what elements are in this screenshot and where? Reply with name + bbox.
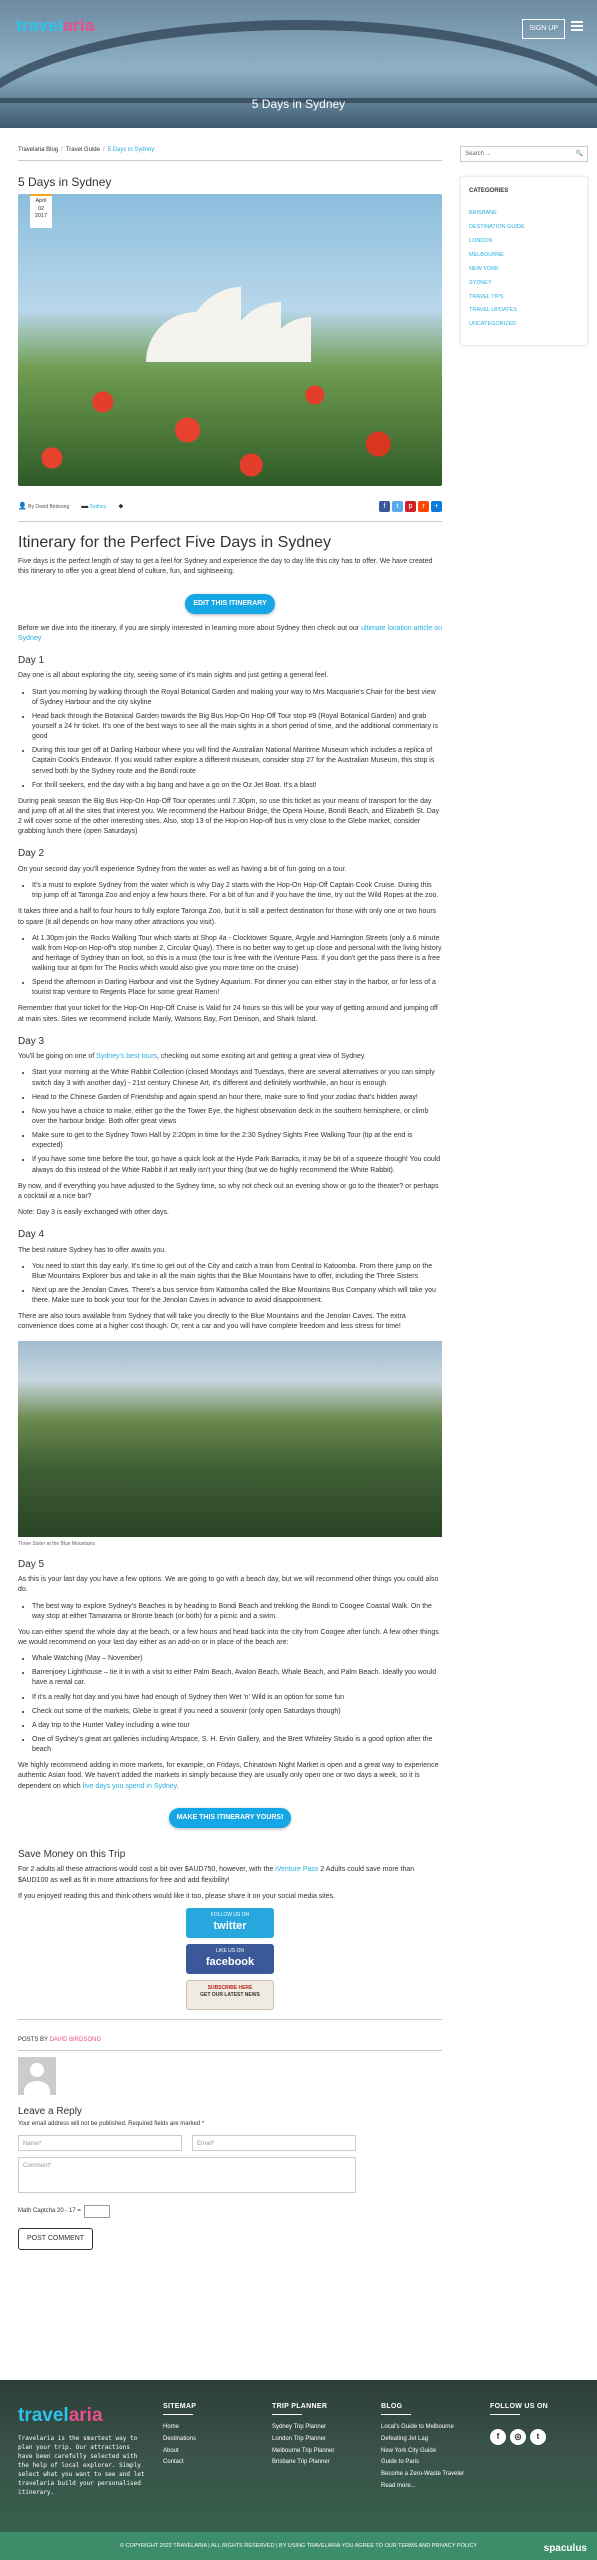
required-note: Your email address will not be published. Required fields are marked * — [18, 2120, 205, 2127]
red-flowers — [18, 346, 442, 486]
hamburger-menu-icon[interactable] — [571, 21, 583, 33]
spaculus-logo[interactable]: spaculus — [543, 2542, 587, 2554]
footer-link[interactable]: Guide to Paris — [381, 2459, 420, 2466]
comment-section — [18, 2036, 442, 2250]
list-item: • Next up are the Jenolan Caves. There's a bus service from Katoomba called the Blue Mountains Bus Company which will take you there. Make sure to book your tour for the Jenolan Caves in advance to avoid disappointment. — [32, 1286, 442, 1306]
list-item: • During this tour get off at Darling Harbour where you will find the Australian National Maritime Museum which includes a replica of Captain Cook's Endeavor. If you would rather explore a different museum, consider stop 27 for the Australian Museum, this stop is served both by the Sydney route and the Bondi route — [32, 746, 442, 776]
twitter-follow-card[interactable]: FOLLOW US ON twitter — [186, 1908, 274, 1938]
footer-blog: BLOG Local's Guide to Melbourne Defeating Jet Lag New York City Guide Guide to Paris Become a Zero-Waste Traveler Read more... — [381, 2403, 465, 2489]
category-link[interactable]: SYDNEY — [469, 279, 492, 286]
save-heading: Save Money on this Trip — [18, 1848, 126, 1860]
category-link[interactable]: UNCATEGORIZED — [469, 321, 517, 328]
user-icon: 👤 — [18, 502, 27, 510]
name-field[interactable]: Name* — [18, 2135, 182, 2151]
subscribe-card[interactable]: SUBSCRIBE HERE GET OUR LATEST NEWS — [186, 1980, 274, 2010]
categories-title: CATEGORIES — [469, 188, 509, 194]
five-days-link[interactable]: five days you spend in Sydney — [82, 1782, 177, 1790]
day2-heading: Day 2 — [18, 848, 45, 860]
instagram-icon[interactable]: ◎ — [510, 2429, 526, 2445]
list-item: • If you have some time before the tour, go have a quick look at the Hyde Park Barracks, it may be bit of a squeeze though! You could always do this instead of the White Rabbit if art really isn't your thing (but we do highly recommend the White Rabbit). — [32, 1155, 442, 1175]
list-item: • For thrill seekers, end the day with a big bang and have a go on the Oz Jet Boat. It's a blast! — [32, 781, 442, 791]
day5-mid: You can either spend the whole day at the beach, or a few hours and head back into the city from Coogee after lunch. A few other things we would recommend on your last day either as an add-on or in place of the beach are: — [18, 1628, 439, 1647]
list-item: • The best way to explore Sydney's Beaches is by heading to Bondi Beach and trekking the Bondi to Coogee Coastal Walk. On the way stop at either Tamarama or Bronte beach (or both) for a picnic and a swim. — [32, 1602, 442, 1622]
share-text: If you enjoyed reading this and think others would like it too, please share it on your social media sites. — [18, 1892, 336, 1900]
avatar — [18, 2057, 56, 2095]
list-item: • It's a must to explore Sydney from the water which is why Day 2 starts with the Hop-On Hop-Off Captain Cook Cruise. During this trip jump off at Taronga Zoo and enjoy a few hours there. For a bit of fun and if you have the time, try out the Wild Ropes at the zoo. — [32, 881, 442, 901]
day2-mid: It takes three and a half to four hours to fully explore Taronga Zoo, but it is still a perfect destination for those with only one or two hours to spare (it all depends on how many other attractions you visit). — [18, 908, 437, 926]
footer-link[interactable]: Brisbane Trip Planner — [272, 2459, 330, 2466]
search-icon[interactable]: 🔍 — [575, 150, 583, 157]
list-item: • If it's a really hot day and you have had enough of Sydney then Wet 'n' Wild is an option for some fun — [32, 1693, 442, 1703]
post-meta: 👤 By David Birdsong ▬ Sydney ⬥ f t p r + — [18, 501, 442, 512]
day1-intro: Day one is all about exploring the city, seeing some of it's main sights and just getting a general feel. — [18, 672, 329, 680]
article-heading: Itinerary for the Perfect Five Days in Sydney — [18, 534, 332, 552]
footer-link[interactable]: New York City Guide — [381, 2447, 437, 2454]
day5-intro: As this is your last day you have a few options. We are going to go with a beach day, but we will recommend other things you could also do. — [18, 1576, 439, 1594]
footer-link[interactable]: Become a Zero-Waste Traveler — [381, 2470, 465, 2477]
categories-widget — [460, 176, 588, 346]
math-captcha: Math Captcha 20 - 17 = — [18, 2205, 442, 2218]
footer-link[interactable]: Defeating Jet Lag — [381, 2435, 429, 2442]
post-date-badge: April 02 2017 — [30, 194, 52, 228]
share-buttons — [379, 501, 442, 512]
twitter-icon[interactable]: t — [530, 2429, 546, 2445]
day1-list — [32, 688, 442, 791]
intro-text: Five days is the perfect length of stay to get a feel for Sydney and experience the day to day life this city has to offer. We have created this itinerary to offer you a great blend of culture, fun, and sightseeing. — [18, 558, 433, 576]
list-item: • Head back through the Botanical Garden towards the Big Bus Hop-On Hop-Off Tour stop #9 (Royal Botanical Garden) and grab yourself a 24 hr ticket. It's one of the best ways to see all the main sights in a short period of time, and the additional commentary is good — [32, 712, 442, 742]
edit-itinerary-button[interactable]: EDIT THIS ITINERARY — [185, 594, 274, 614]
day1-heading: Day 1 — [18, 654, 45, 666]
author-link[interactable]: DAVID BIRDSONG — [49, 2036, 102, 2043]
footer-link[interactable]: Local's Guide to Melbourne — [381, 2424, 454, 2431]
breadcrumb: Travelaria Blog / Travel Guide / 5 Days in Sydney — [18, 146, 442, 161]
list-item: • You need to start this day early. It's time to get out of the City and catch a train from Central to Katoomba. From there jump on the Blue Mountains Explorer bus and take in all the main sights that the Blue Mountains have to offer, including the Three Sisters — [32, 1262, 442, 1282]
day3-intro: You'll be going on one of Sydney's best tours, checking out some exciting art and getting a great view of Sydney. — [18, 1053, 366, 1061]
blue-mountains-photo — [18, 1341, 442, 1537]
day3-note: Note: Day 3 is easily exchanged with other days. — [18, 1208, 169, 1216]
category-link[interactable]: DESTINATION GUIDE — [469, 223, 525, 230]
day3-after: By now, and if everything you have adjusted to the Sydney time, so why not check out an evening show or go to the theater? or perhaps a cocktail at a nice bar? — [18, 1182, 439, 1200]
footer-link[interactable]: Sydney Trip Planner — [272, 2424, 327, 2431]
breadcrumb-current: 5 Days in Sydney — [107, 147, 155, 153]
footer-sitemap: SITEMAP Home Destinations About Contact — [163, 2403, 197, 2466]
day2-intro: On your second day you'll experience Sydney from the water as well as having a bit of fun going on a tour. — [18, 865, 347, 873]
opera-house-photo — [18, 194, 442, 486]
list-item: • Whale Watching (May – November) — [32, 1654, 442, 1664]
save-text: For 2 adults all these attractions would cost a bit over $AUD750, however, with the iVenture Pass 2 Adults could save more than $AUD100 as well as fit in more attractions for free and add flexibility! — [18, 1866, 415, 1884]
list-item: • One of Sydney's great art galleries including Artspace, S. H. Ervin Gallery, and the Brett Whiteley Studio is a good option after the beach — [32, 1735, 442, 1755]
before-text: Before we dive into the itinerary, if you are simply interested in learning more about Sydney then check out our ultimate location article on Sydney — [18, 624, 442, 642]
footer-about: Travelaria is the smartest way to plan your trip. Our attractions have been carefully selected with the help of local explorer. Simply select what you want to see and let travelaria build your personalised itinerary. — [18, 2435, 145, 2496]
site-footer — [0, 2380, 597, 2560]
facebook-icon[interactable]: f — [490, 2429, 506, 2445]
sidebar — [460, 146, 588, 346]
category-link[interactable]: NEW YORK — [469, 265, 499, 272]
best-tours-link[interactable]: Sydney's best tours — [96, 1053, 158, 1061]
footer-link[interactable]: Contact — [163, 2459, 184, 2466]
leave-reply-title: Leave a Reply — [18, 2106, 82, 2118]
list-item: • Start your morning at the White Rabbit Collection (closed Mondays and Tuesdays, there are several alternatives or you can simply switch day 3 with another day) - 21st century Chinese Art, it's different and definitely worthwhile, an hour is enough — [32, 1068, 442, 1088]
list-item: • Head to the Chinese Garden of Friendship and again spend an hour there, make sure to find your zodiac that's hidden away! — [32, 1093, 442, 1103]
comment-field[interactable]: Comment* — [18, 2157, 356, 2193]
post-comment-button[interactable]: POST COMMENT — [18, 2228, 93, 2250]
facebook-share-icon[interactable]: f — [379, 501, 390, 512]
copyright: © COPYRIGHT 2022 TRAVELARIA | ALL RIGHTS RESERVED | BY USING TRAVELARIA YOU AGREE TO OUR TERMS AND PRIVACY POLICY — [0, 2532, 597, 2560]
breadcrumb-guide[interactable]: Travel Guide — [65, 147, 100, 153]
search-input[interactable]: Search ... 🔍 — [460, 146, 588, 162]
footer-link[interactable]: About — [163, 2447, 179, 2454]
day4-after: There are also tours available from Sydney that will take you directly to the Blue Mountains and the Jenolan Caves. The extra convenience does come at a higher cost though. Or, rent a car and you will have complete freedom and less stress for time! — [18, 1313, 406, 1331]
day5-heading: Day 5 — [18, 1558, 45, 1570]
category-link[interactable]: LONDON — [469, 237, 493, 244]
day2-list-2 — [32, 934, 442, 999]
iventure-pass-link[interactable]: iVenture Pass — [275, 1866, 319, 1874]
ultimate-article-link[interactable]: ultimate location article on Sydney — [18, 624, 442, 642]
folder-icon: ▬ — [81, 502, 89, 510]
pinterest-share-icon[interactable]: p — [405, 501, 416, 512]
list-item: • Check out some of the markets, Glebe is great if you need a souvenir (only open Saturdays though) — [32, 1707, 442, 1717]
day5-list — [32, 1602, 442, 1622]
main-content — [18, 146, 442, 2250]
hero-banner — [0, 0, 597, 128]
day4-heading: Day 4 — [18, 1229, 45, 1241]
day3-heading: Day 3 — [18, 1035, 45, 1047]
day2-after: Remember that your ticket for the Hop-On Hop-Off Cruise is Valid for 24 hours so this will be your way of getting around and jumping off at main sites. Sites we recommend include Manly, Watsons Bay, Fort Denison, and Shark Island. — [18, 1005, 438, 1023]
day5-list-2 — [32, 1654, 442, 1755]
list-item: • Now you have a choice to make, either go the the Tower Eye, the highest observation deck in the southern hemisphere, or climb over the harbour bridge. Both offer great views — [32, 1107, 442, 1127]
footer-link[interactable]: Melbourne Trip Planner — [272, 2447, 335, 2454]
posts-by: POSTS BY DAVID BIRDSONG — [18, 2036, 102, 2043]
more-share-icon[interactable]: + — [431, 501, 442, 512]
category-link[interactable]: BRISBANE — [469, 209, 497, 216]
day3-list — [32, 1068, 442, 1175]
make-itinerary-button[interactable]: MAKE THIS ITINERARY YOURS! — [169, 1808, 292, 1828]
category-link[interactable]: TRAVEL UPDATES — [469, 307, 517, 314]
list-item: • Barrenjoey Lighthouse – tie it in with a visit to either Palm Beach, Avalon Beach, Whale Beach, and Palm Beach. Ideally you would have a rental car. — [32, 1668, 442, 1688]
email-field[interactable]: Email* — [192, 2135, 356, 2151]
breadcrumb-home[interactable]: Travelaria Blog — [18, 147, 59, 153]
sign-up-button[interactable]: SIGN UP — [522, 19, 565, 39]
reddit-share-icon[interactable]: r — [418, 501, 429, 512]
footer-logo[interactable]: travelaria — [18, 2405, 103, 2426]
day5-after: We highly recommend adding in more markets, for example, on Fridays, Chinatown Night Market is open and a great way to experience authentic Asian food. We haven't added the markets in simply because they are usually only open one or two days a week, so it is dependent on which five days you spend in Sydney. — [18, 1762, 439, 1790]
hero-title: 5 Days in Sydney — [251, 97, 346, 111]
footer-follow: FOLLOW US ON f ◎ t — [490, 2402, 548, 2448]
day4-intro: The best nature Sydney has to offer awaits you. — [18, 1246, 167, 1254]
tag-icon: ⬥ — [118, 502, 124, 510]
footer-link[interactable]: Read more... — [381, 2482, 416, 2489]
day2-list — [32, 881, 442, 901]
list-item: • At 1.30pm join the Rocks Walking Tour which starts at Shop 4a - Clocktower Square, Argyle and Harrington Streets (only a 6 minute walk from Hop-on Hop-off's stop number 2, Circular Quay). There is no better way to get up close and personal with the living history and heritage of Sydney than on foot, so this is a must (the tour is free with the iVenture Pass. If you don't get the pass there is a free walking tour at 6pm for The Rocks which would also give you more time on the cruise) — [32, 934, 442, 975]
footer-link[interactable]: Home — [163, 2424, 180, 2431]
footer-link[interactable]: Destinations — [163, 2435, 197, 2442]
list-item: • A day trip to the Hunter Valley including a wine tour — [32, 1721, 442, 1731]
list-item: • Make sure to get to the Sydney Town Hall by 2:20pm in time for the 2:30 Sydney Sights Free Walking Tour (tip at the end is expected) — [32, 1131, 442, 1151]
footer-link[interactable]: London Trip Planner — [272, 2435, 327, 2442]
post-category-link[interactable]: Sydney — [89, 503, 107, 510]
day1-after: During peak season the Big Bus Hop-On Hop-Off Tour operates until 7.30pm, so use this ticket as your means of transport for the day and jump off at all the sites that interest you. We recommend the Harbour Bridge, the Opera House, Bondi Beach, and Elizabeth St. Day 2 will cover some of the other interesting sites. Also, stop 13 of the Hop-on Hop-off bus is very close to the Glebe market, consider grabbing lunch there (open Saturdays) — [18, 797, 440, 836]
post-title: 5 Days in Sydney — [18, 174, 112, 189]
list-item: • Spend the afternoon in Darling Harbour and visit the Sydney Aquarium. For dinner you can either stay in the harbor, or for less of a tourist trap venture to Regents Place for some great Ramen! — [32, 978, 442, 998]
photo-caption: Three Sister at the Blue Mountains — [18, 1540, 95, 1547]
day4-list — [32, 1262, 442, 1307]
footer-trip-planner: TRIP PLANNER Sydney Trip Planner London Trip Planner Melbourne Trip Planner Brisbane Trip Planner — [272, 2403, 335, 2466]
site-logo[interactable]: travelaria — [16, 16, 95, 35]
twitter-share-icon[interactable]: t — [392, 501, 403, 512]
facebook-like-card[interactable]: LIKE US ON facebook — [186, 1944, 274, 1974]
captcha-input[interactable] — [84, 2205, 110, 2218]
category-link[interactable]: MELBOURNE — [469, 251, 504, 258]
category-link[interactable]: TRAVEL TIPS — [469, 293, 504, 300]
list-item: • Start you morning by walking through the Royal Botanical Garden and making your way to Mrs Macquarie's Chair for the best view of Sydney Harbour and the city skyline — [32, 688, 442, 708]
